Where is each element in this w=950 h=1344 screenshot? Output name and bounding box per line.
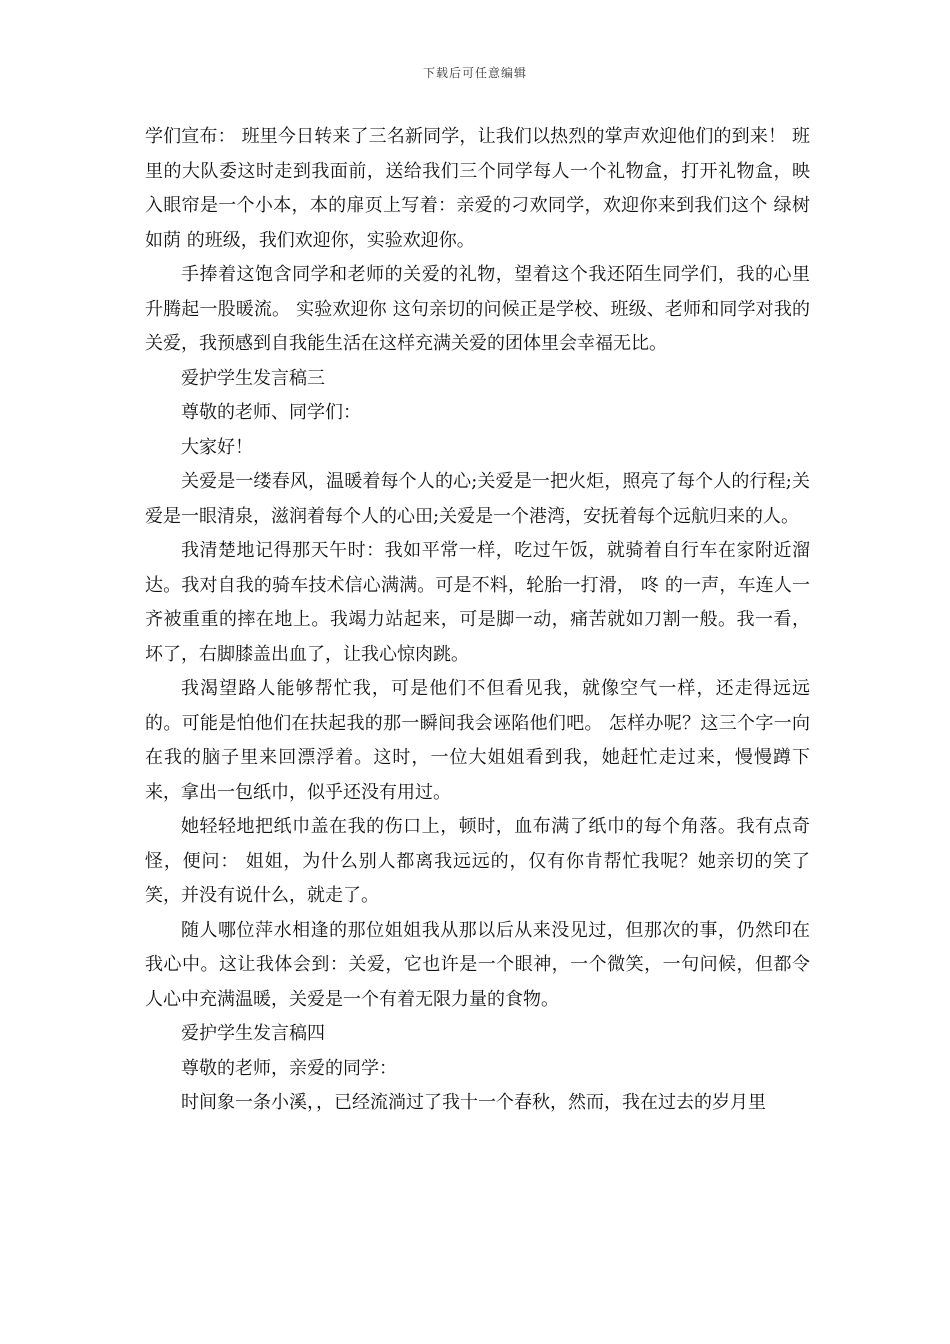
document-body [145,120,810,1121]
section-heading-speech-four: 爱护学生发言稿四 [181,1023,325,1044]
salutation-teachers-students: 尊敬的老师、同学们： [181,402,361,423]
page-header-note: 下载后可任意编辑 [422,66,527,80]
greeting-hello-everyone: 大家好！ [181,436,253,458]
paragraph-reflection: 随人哪位萍水相逢的那位姐姐我从那以后从来没见过，但那次的事，仍然印在我心中。这让我体会到：关爱，它也许是一个眼神，一个微笑，一句问候，但都令人心中充满温暖，关爱是一个有着无限力量的食物。 [145,919,810,1010]
salutation-teacher-classmates: 尊敬的老师，亲爱的同学： [181,1057,397,1079]
section-heading-speech-three: 爱护学生发言稿三 [181,367,325,389]
paragraph-warm-feeling: 手捧着这饱含同学和老师的关爱的礼物，望着这个我还陌生同学们，我的心里升腾起一股暖流。 实验欢迎你 这句亲切的问候正是学校、班级、老师和同学对我的关爱，我预感到自我能生活在这样充满关爱的团体里会幸福无比。 [145,264,810,354]
paragraph-welcome-announcement: 学们宣布： 班里今日转来了三名新同学，让我们以热烈的掌声欢迎他们的到来！ 班里的大队委这时走到我面前，送给我们三个同学每人一个礼物盒，打开礼物盒，映入眼帘是一个小本，本的扉页上写着：亲爱的刁欢同学，欢迎你来到我们这个 绿树如荫 的班级，我们欢迎你，实验欢迎你。 [145,126,810,251]
paragraph-care-metaphors: 关爱是一缕春风，温暖着每个人的心;关爱是一把火炬，照亮了每个人的行程;关爱是一眼清泉，滋润着每个人的心田;关爱是一个港湾，安抚着每个远航归来的人。 [145,471,810,527]
paragraph-bystanders: 我渴望路人能够帮忙我，可是他们不但看见我，就像空气一样，还走得远远的。可能是怕他们在扶起我的那一瞬间我会诬陷他们吧。 怎样办呢？这三个字一向在我的脑子里来回漂浮着。这时，一位大姐姐看到我，她赶忙走过来，慢慢蹲下来，拿出一包纸巾，似乎还没有用过。 [145,678,810,803]
paragraph-tissue-help: 她轻轻地把纸巾盖在我的伤口上，顿时，血布满了纸巾的每个角落。我有点奇怪，便问： 姐姐，为什么别人都离我远远的，仅有你肯帮忙我呢？她亲切的笑了笑，并没有说什么，就走了。 [145,816,810,906]
paragraph-time-stream: 时间象一条小溪，，已经流淌过了我十一个春秋，然而，我在过去的岁月里 [181,1092,766,1113]
paragraph-bike-accident: 我清楚地记得那天午时：我如平常一样，吃过午饭，就骑着自行车在家附近溜达。我对自我的骑车技术信心满满。可是不料，轮胎一打滑， 咚 的一声，车连人一齐被重重的摔在地上。我竭力站起来，可是脚一动，痛苦就如刀割一般。我一看，坏了，右脚膝盖出血了，让我心惊肉跳。 [145,540,810,665]
